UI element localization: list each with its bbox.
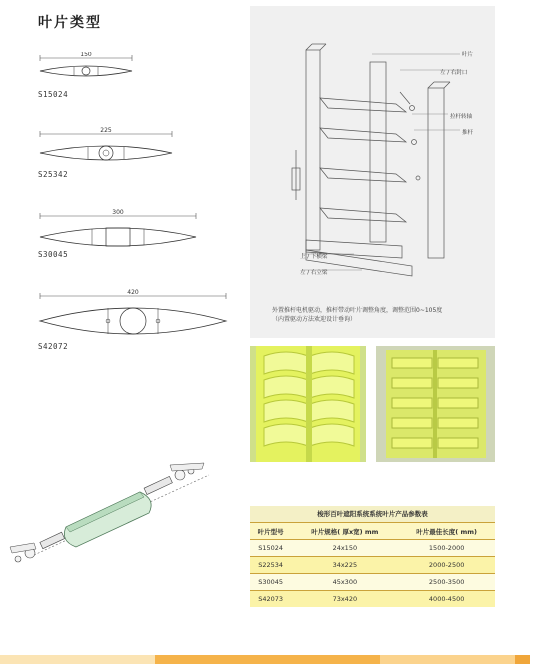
product-parameter-table [250,506,495,607]
label-pull-rod-shaft: 拉杆转轴 [450,114,473,120]
label-push-rod: 推杆 [462,130,474,136]
header-model: 叶片型号 [250,523,291,540]
footer-stripe-end [515,655,530,664]
cell-length: 1500-2000 [398,540,495,557]
header-spec: 叶片规格( 厚x宽) mm [291,523,398,540]
cell-model: S42073 [250,591,291,608]
table-row [250,591,495,608]
profile-code: S15024 [38,90,69,99]
cell-spec: 45x300 [291,574,398,591]
page-title: 叶片类型 [38,15,102,31]
label-blade: 叶片 [462,52,474,58]
table-header-row [250,523,495,540]
label-lower-beam: 上 / 下横梁 [300,254,328,260]
cell-spec: 73x420 [291,591,398,608]
blade-profile-s30045 [36,208,200,254]
cell-spec: 34x225 [291,557,398,574]
table-row [250,540,495,557]
caption-line-2: （内置驱动方法欢迎设计垂询） [272,316,357,323]
blade-assembly-drawing [4,455,220,580]
cell-spec: 24x150 [291,540,398,557]
table-row [250,557,495,574]
profile-code: S25342 [38,170,69,179]
blade-profile-s42072 [36,288,230,346]
profile-code: S42072 [38,342,69,351]
blade-profile-s25342 [36,126,178,168]
profile-code: S30045 [38,250,69,259]
cell-length: 4000-4500 [398,591,495,608]
cell-length: 2000-2500 [398,557,495,574]
profile-dim: 150 [80,52,92,58]
louver-frame-diagram [262,40,492,290]
cell-model: S22534 [250,557,291,574]
profile-dim: 225 [100,127,112,134]
table-title: 梭形百叶遮阳系统系统叶片产品参数表 [250,506,495,522]
diagram-caption [272,306,487,324]
blade-profile-s15024 [36,52,136,82]
caption-line-1: 外置推杆电机驱动，推杆带动叶片调整角度，调整范围0~105度 [272,307,443,314]
label-side-post: 左 / 右立梁 [300,270,328,276]
footer-stripe-light [0,655,155,664]
cell-model: S15024 [250,540,291,557]
profile-dim: 300 [112,209,124,216]
footer-stripe-pale [380,655,515,664]
header-length: 叶片最佳长度( mm) [398,523,495,540]
profile-dim: 420 [127,289,139,296]
label-end-seal: 左 / 右封口 [440,70,468,76]
cell-model: S30045 [250,574,291,591]
footer-stripe-orange [155,655,380,664]
louver-photo-closed [250,346,366,462]
louver-photo-open [376,346,495,462]
table-row [250,574,495,591]
cell-length: 2500-3500 [398,574,495,591]
